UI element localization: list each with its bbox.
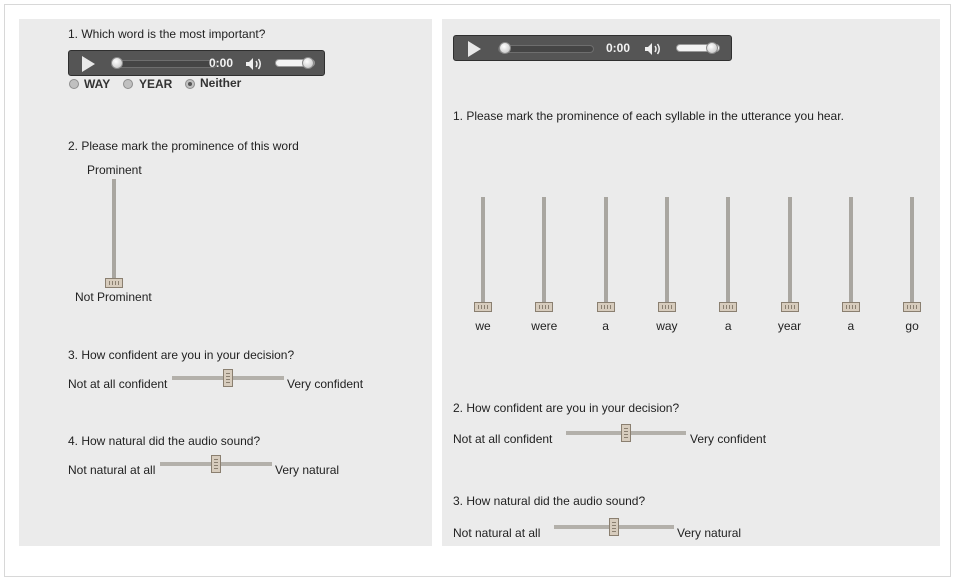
- syllable-track[interactable]: [726, 197, 730, 307]
- confidence-thumb[interactable]: [223, 369, 233, 387]
- syllable-thumb[interactable]: [658, 302, 676, 312]
- prominent-label: Prominent: [87, 163, 142, 177]
- naturalness-left-label-right: Not natural at all: [453, 526, 541, 540]
- naturalness-thumb-right[interactable]: [609, 518, 619, 536]
- volume-icon[interactable]: [245, 57, 263, 71]
- seek-knob[interactable]: [111, 57, 123, 69]
- syllable-thumb[interactable]: [903, 302, 921, 312]
- syllable-track[interactable]: [849, 197, 853, 307]
- play-icon[interactable]: [468, 41, 481, 57]
- naturalness-thumb[interactable]: [211, 455, 221, 473]
- play-icon[interactable]: [82, 56, 95, 72]
- volume-icon[interactable]: [644, 42, 662, 56]
- syllable-label: year: [777, 319, 802, 333]
- confidence-right-label-right: Very confident: [690, 432, 767, 446]
- left-form-panel: [19, 19, 432, 546]
- q4-text: 4. How natural did the audio sound?: [68, 434, 261, 448]
- q2-text: 2. Please mark the prominence of this word: [68, 139, 299, 153]
- radio-neither[interactable]: [185, 79, 195, 89]
- confidence-thumb-right[interactable]: [621, 424, 631, 442]
- syllable-track[interactable]: [481, 197, 485, 307]
- time-display: 0:00: [209, 56, 234, 70]
- syllable-question-text: 1. Please mark the prominence of each syllable in the utterance you hear.: [453, 109, 844, 123]
- prominence-thumb[interactable]: [105, 278, 123, 288]
- confidence-right-label: Very confident: [287, 377, 364, 391]
- confidence-left-label: Not at all confident: [68, 377, 168, 391]
- syllable-track[interactable]: [910, 197, 914, 307]
- time-display: 0:00: [606, 41, 631, 55]
- prominence-track[interactable]: [112, 179, 116, 287]
- syllable-label: go: [905, 319, 919, 333]
- seek-bar[interactable]: [498, 45, 594, 53]
- q3-text: 3. How confident are you in your decision?: [68, 348, 295, 362]
- syllable-thumb[interactable]: [535, 302, 553, 312]
- q2-text-right: 2. How confident are you in your decision?: [453, 401, 680, 415]
- syllable-track[interactable]: [542, 197, 546, 307]
- volume-knob[interactable]: [706, 42, 718, 54]
- seek-bar[interactable]: [111, 60, 217, 68]
- seek-knob[interactable]: [499, 42, 511, 54]
- syllable-label: way: [656, 319, 678, 333]
- audio-player: [68, 50, 325, 76]
- syllable-label: a: [724, 319, 732, 333]
- syllable-thumb[interactable]: [781, 302, 799, 312]
- syllable-label: a: [847, 319, 855, 333]
- syllable-label: a: [602, 319, 609, 333]
- syllable-label: were: [531, 319, 558, 333]
- not-prominent-label: Not Prominent: [75, 290, 152, 304]
- syllable-track[interactable]: [604, 197, 608, 307]
- syllable-track[interactable]: [665, 197, 669, 307]
- naturalness-right-label: Very natural: [275, 463, 340, 477]
- syllable-track[interactable]: [788, 197, 792, 307]
- syllable-label: we: [475, 319, 491, 333]
- naturalness-left-label: Not natural at all: [68, 463, 156, 477]
- radio-neither-label: Neither: [200, 76, 242, 90]
- naturalness-right-label-right: Very natural: [677, 526, 742, 540]
- syllable-thumb[interactable]: [474, 302, 492, 312]
- radio-way[interactable]: [69, 79, 79, 89]
- radio-year[interactable]: [123, 79, 133, 89]
- q3-text-right: 3. How natural did the audio sound?: [453, 494, 646, 508]
- right-form-panel: [442, 19, 940, 546]
- q1-text: 1. Which word is the most important?: [68, 27, 266, 41]
- syllable-thumb[interactable]: [842, 302, 860, 312]
- audio-player-right: [453, 35, 732, 61]
- confidence-left-label-right: Not at all confident: [453, 432, 553, 446]
- radio-way-label: WAY: [84, 77, 111, 91]
- syllable-thumb[interactable]: [597, 302, 615, 312]
- radio-year-label: YEAR: [139, 77, 173, 91]
- syllable-thumb[interactable]: [719, 302, 737, 312]
- volume-knob[interactable]: [302, 57, 314, 69]
